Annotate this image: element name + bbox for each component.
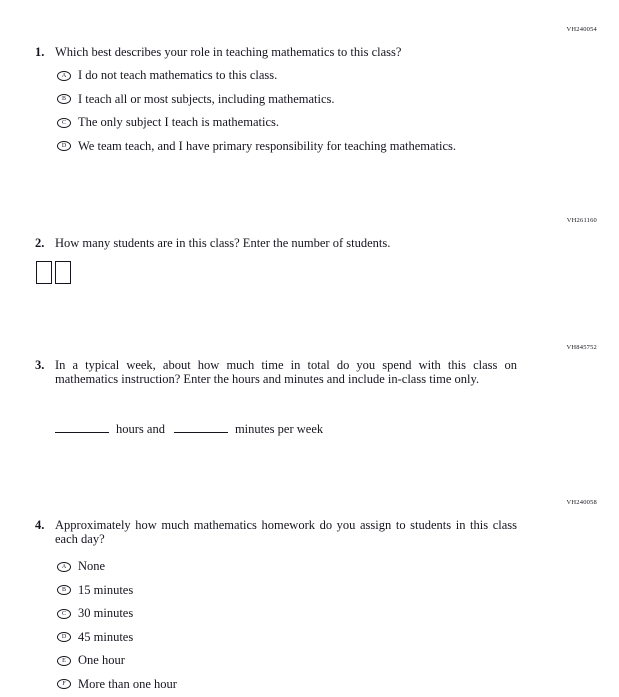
option-label: One hour	[78, 653, 125, 668]
question-1-option-a[interactable]	[57, 64, 456, 88]
question-1-option-d[interactable]	[57, 135, 456, 159]
answer-bubble-icon[interactable]: C	[57, 609, 71, 619]
question-1-number: 1.	[35, 45, 45, 59]
question-4-option-c[interactable]	[57, 602, 177, 626]
answer-bubble-icon[interactable]: C	[57, 118, 71, 128]
student-count-entry	[36, 261, 71, 284]
question-1-text: Which best describes your role in teaching mathematics to this class?	[55, 45, 402, 59]
hours-label: hours and	[116, 422, 165, 436]
question-4-code: VH240058	[566, 499, 597, 506]
answer-bubble-icon[interactable]: B	[57, 585, 71, 595]
answer-bubble-icon[interactable]: A	[57, 71, 71, 81]
question-2-code: VH261160	[566, 217, 597, 224]
question-1-options	[57, 64, 456, 158]
question-4-option-d[interactable]	[57, 626, 177, 650]
question-1	[35, 46, 517, 60]
answer-bubble-icon[interactable]: A	[57, 562, 71, 572]
minutes-label: minutes per week	[234, 422, 324, 436]
question-4-number: 4.	[35, 518, 45, 532]
option-label: 30 minutes	[78, 606, 134, 621]
answer-bubble-icon[interactable]: E	[57, 656, 71, 666]
question-4	[35, 519, 517, 547]
digit-box-ones[interactable]	[55, 261, 71, 284]
minutes-blank[interactable]	[174, 419, 228, 433]
question-4-option-e[interactable]	[57, 649, 177, 673]
digit-box-tens[interactable]	[36, 261, 52, 284]
question-3-code: VH845752	[566, 344, 597, 351]
time-fill-line	[55, 419, 323, 437]
option-label: 45 minutes	[78, 629, 134, 644]
option-label: None	[78, 559, 106, 574]
answer-bubble-icon[interactable]: D	[57, 141, 71, 151]
option-label: The only subject I teach is mathematics.	[78, 115, 279, 130]
question-4-option-a[interactable]	[57, 555, 177, 579]
question-1-code: VH240054	[566, 26, 597, 33]
option-label: We team teach, and I have primary responsibility for teaching mathematics.	[78, 138, 457, 153]
answer-bubble-icon[interactable]: B	[57, 94, 71, 104]
question-3-number: 3.	[35, 358, 45, 372]
answer-bubble-icon[interactable]: D	[57, 632, 71, 642]
question-4-options	[57, 555, 177, 696]
question-3	[35, 359, 517, 387]
question-2	[35, 237, 517, 251]
option-label: I do not teach mathematics to this class.	[78, 68, 278, 83]
question-4-text: Approximately how much mathematics homework do you assign to students in this class each day?	[55, 518, 517, 546]
hours-blank[interactable]	[55, 419, 109, 433]
question-4-option-f[interactable]	[57, 673, 177, 697]
option-label: 15 minutes	[78, 582, 134, 597]
question-2-number: 2.	[35, 236, 45, 250]
question-1-option-b[interactable]	[57, 88, 456, 112]
question-3-text: In a typical week, about how much time in total do you spend with this class on mathematics instruction? Enter the hours and minutes and include in-class time only.	[55, 358, 517, 386]
option-label: I teach all or most subjects, including mathematics.	[78, 91, 335, 106]
question-4-option-b[interactable]	[57, 579, 177, 603]
question-1-option-c[interactable]	[57, 111, 456, 135]
answer-bubble-icon[interactable]: F	[57, 679, 71, 689]
question-2-text: How many students are in this class? Enter the number of students.	[55, 236, 391, 250]
option-label: More than one hour	[78, 676, 177, 691]
